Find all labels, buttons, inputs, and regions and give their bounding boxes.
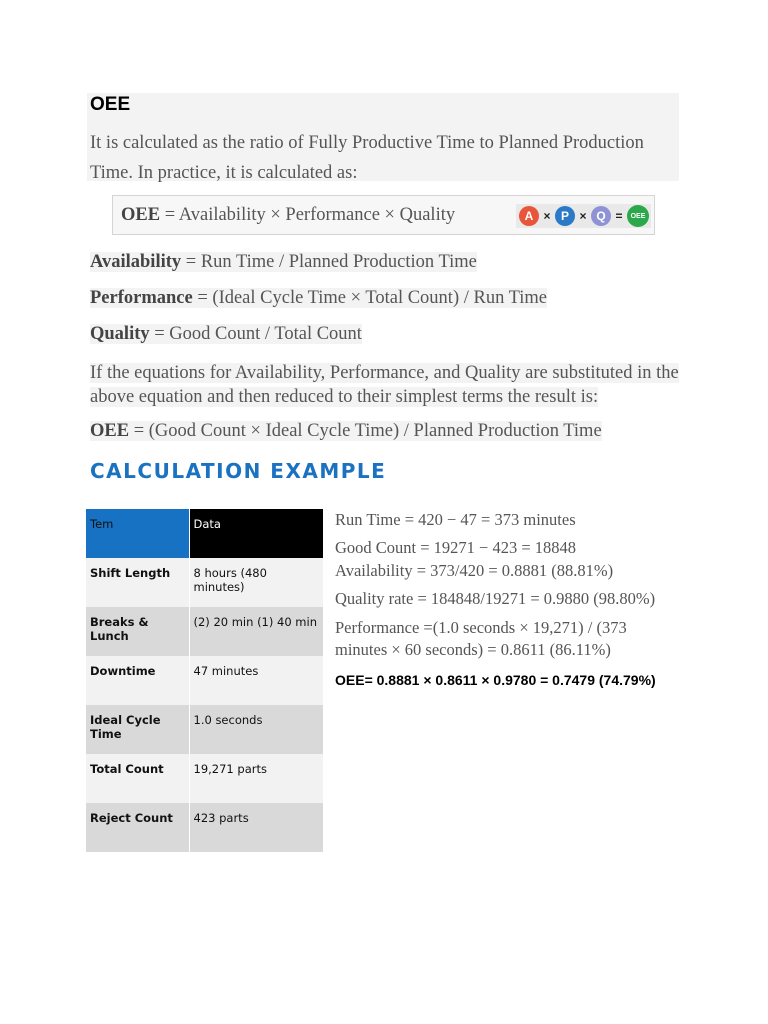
oee-final-calc: OEE= 0.8881 × 0.8611 × 0.9780 = 0.7479 (74.79%) bbox=[335, 672, 656, 688]
table-row bbox=[86, 803, 323, 852]
oee-badge-icon: OEE bbox=[627, 205, 649, 227]
row-value: 47 minutes bbox=[189, 656, 323, 705]
simplified-oee-equation: OEE = (Good Count × Ideal Cycle Time) / Planned Production Time bbox=[90, 421, 602, 441]
row-label: Ideal Cycle Time bbox=[86, 705, 189, 754]
row-label: Total Count bbox=[86, 754, 189, 803]
table-row bbox=[86, 558, 323, 607]
row-value: 8 hours (480 minutes) bbox=[189, 558, 323, 607]
table-row bbox=[86, 705, 323, 754]
row-value: (2) 20 min (1) 40 min bbox=[189, 607, 323, 656]
column-header: Tem bbox=[86, 509, 189, 558]
quality-equation: Quality = Good Count / Total Count bbox=[90, 324, 362, 344]
apq-badge-graphic bbox=[516, 204, 651, 228]
table-row bbox=[86, 754, 323, 803]
table-row bbox=[86, 607, 323, 656]
performance-badge-icon: P bbox=[555, 206, 575, 226]
table-row bbox=[86, 656, 323, 705]
example-data-table bbox=[86, 509, 323, 852]
row-value: 423 parts bbox=[189, 803, 323, 852]
oee-intro-text: It is calculated as the ratio of Fully Productive Time to Planned Production Time. In practice, it is calculated as: bbox=[90, 133, 644, 183]
row-value: 19,271 parts bbox=[189, 754, 323, 803]
substitution-paragraph: If the equations for Availability, Performance, and Quality are substituted in the above equation and then reduced to their simplest terms the result is: bbox=[90, 363, 679, 407]
oee-heading: OEE bbox=[90, 94, 131, 115]
table-header-row bbox=[86, 509, 323, 558]
equals-icon: = bbox=[615, 209, 623, 223]
good-count-calc: Good Count = 19271 − 423 = 18848 bbox=[335, 538, 577, 557]
row-label: Downtime bbox=[86, 656, 189, 705]
quality-badge-icon: Q bbox=[591, 206, 611, 226]
calculation-example-heading: CALCULATION EXAMPLE bbox=[90, 459, 387, 483]
run-time-calc: Run Time = 420 − 47 = 373 minutes bbox=[335, 510, 576, 529]
row-label: Reject Count bbox=[86, 803, 189, 852]
performance-calc-line1: Performance =(1.0 seconds × 19,271) / (373 bbox=[335, 618, 627, 637]
row-label: Breaks & Lunch bbox=[86, 607, 189, 656]
multiply-icon: × bbox=[543, 209, 551, 223]
performance-equation: Performance = (Ideal Cycle Time × Total Count) / Run Time bbox=[90, 288, 548, 308]
oee-formula-box bbox=[112, 195, 655, 235]
oee-formula bbox=[121, 205, 455, 226]
formula-rest: = Availability × Performance × Quality bbox=[160, 205, 456, 225]
multiply-icon: × bbox=[579, 209, 587, 223]
quality-rate-calc: Quality rate = 184848/19271 = 0.9880 (98.80%) bbox=[335, 589, 656, 608]
formula-term: OEE bbox=[121, 205, 161, 225]
performance-calc-line2: minutes × 60 seconds) = 0.8611 (86.11%) bbox=[335, 640, 611, 659]
row-label: Shift Length bbox=[86, 558, 189, 607]
row-value: 1.0 seconds bbox=[189, 705, 323, 754]
availability-calc: Availability = 373/420 = 0.8881 (88.81%) bbox=[335, 561, 614, 580]
column-header: Data bbox=[189, 509, 323, 558]
availability-equation: Availability = Run Time / Planned Production Time bbox=[90, 252, 477, 272]
availability-badge-icon: A bbox=[519, 206, 539, 226]
